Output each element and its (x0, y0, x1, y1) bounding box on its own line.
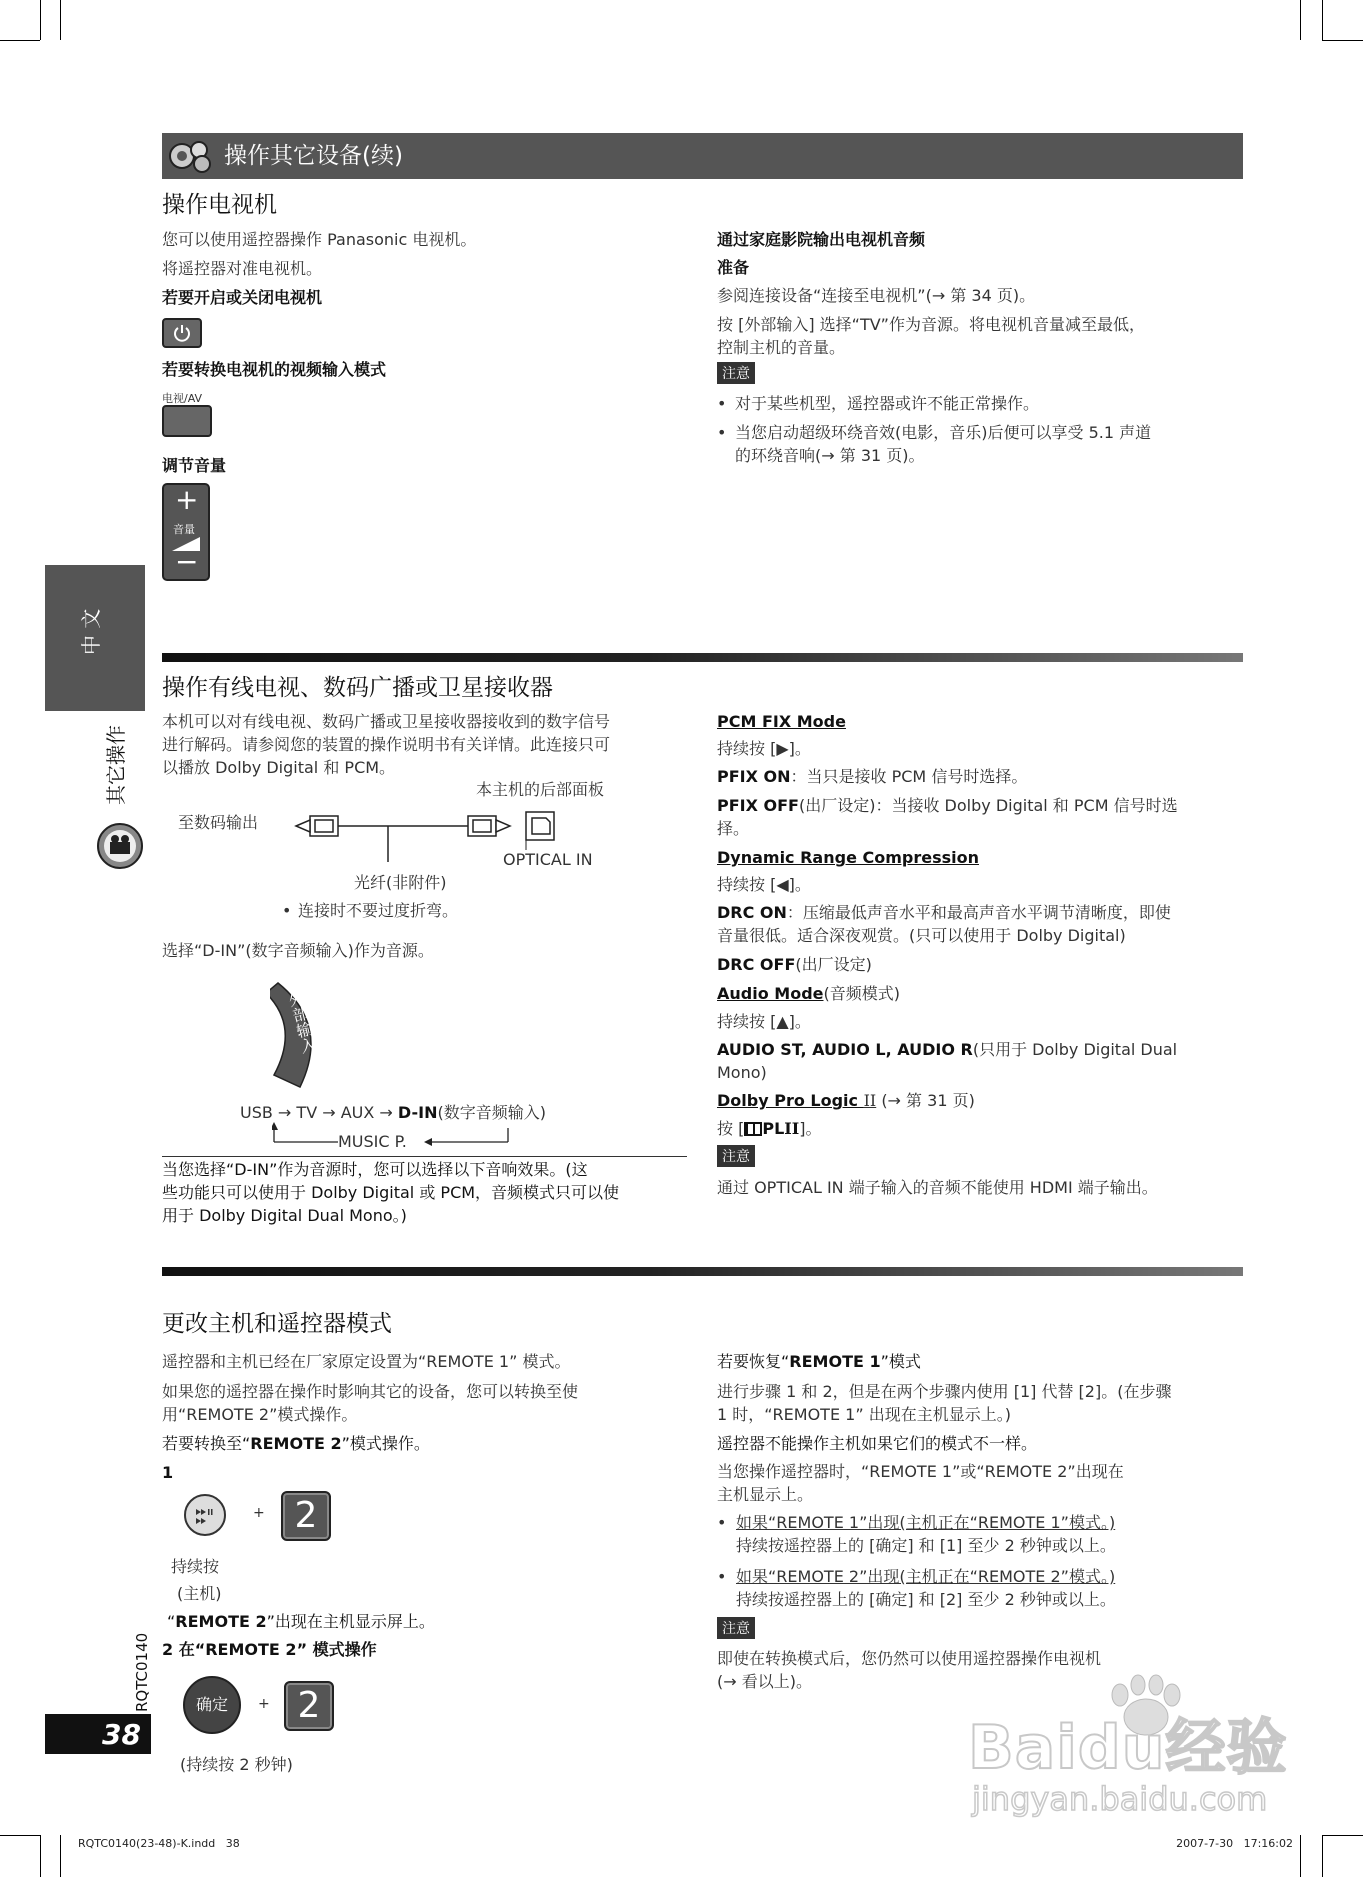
crop-mark (60, 1835, 61, 1877)
file-name: RQTC0140(23-48)-K.indd 38 (78, 1837, 240, 1850)
step-2-a: 2 在“ (162, 1640, 206, 1659)
sidetab-section: 其它操作 (104, 725, 128, 805)
volume-up-icon: + (175, 483, 199, 516)
plus-sign: + (253, 1505, 265, 1521)
knob-label: 外部输入 (284, 988, 319, 1056)
note-badge: 注意 (717, 362, 755, 384)
section-divider (162, 653, 1243, 662)
am-opts (717, 1038, 1177, 1061)
dpl-press-d: ]。 (799, 1119, 822, 1138)
am-opts-desc: (只用于 Dolby Digital Dual (972, 1040, 1178, 1059)
header-band (162, 133, 1243, 179)
dpl-press-ii: II (784, 1119, 800, 1138)
pfix-off-desc: (出厂设定)：当接收 Dolby Digital 和 PCM 信号时选 (798, 796, 1178, 815)
am-key: Audio Mode (717, 984, 824, 1003)
chain-music: MUSIC P. (338, 1132, 407, 1151)
hold-2s-label: (持续按 2 秒钟) (180, 1755, 293, 1774)
s1-h-volume: 调节音量 (162, 456, 227, 475)
s3-r-b2a: 如果“REMOTE 2”出现(主机正在“REMOTE 2”模式。) (736, 1567, 1116, 1586)
dpl-press-a: 按 [ (717, 1119, 745, 1138)
bullet-dot: • (282, 901, 292, 920)
drc-off (717, 953, 872, 976)
dolby-dd-icon (744, 1122, 762, 1136)
step-1: 1 (162, 1463, 174, 1482)
s3-r-p2a: 当您操作遥控器时，“REMOTE 1”或“REMOTE 2”出现在 (717, 1462, 1124, 1481)
crop-mark (1322, 40, 1363, 41)
key-2-button[interactable]: 2 (284, 1681, 334, 1731)
s3-r-b2b: 持续按遥控器上的 [确定] 和 [2] 至少 2 秒钟或以上。 (736, 1590, 1116, 1609)
s3-n1a: 即使在转换模式后，您仍然可以使用遥控器操作电视机 (717, 1649, 1102, 1668)
step-2 (162, 1638, 377, 1661)
drc-on-desc: ：压缩最低声音水平和最高声音水平调节清晰度，即使 (786, 903, 1171, 922)
play-pause-skip-icon (186, 1496, 224, 1534)
crop-mark (0, 1835, 40, 1836)
crop-mark (0, 40, 40, 41)
dpl-press (717, 1117, 821, 1140)
diag-fiber: 光纤(非附件) (354, 873, 447, 892)
power-icon (164, 320, 200, 346)
volume-label: 音量 (173, 523, 195, 536)
s1-p1: 您可以使用遥控器操作 Panasonic 电视机。 (162, 230, 477, 249)
drc-on (717, 901, 1171, 924)
s3-n1b: (→ 看以上)。 (717, 1672, 812, 1691)
s3-h1 (162, 1432, 430, 1455)
drc-press: 持续按 [◀]。 (717, 875, 811, 894)
s2-n1: 通过 OPTICAL IN 端子输入的音频不能使用 HDMI 端子输出。 (717, 1178, 1158, 1197)
s1-r-p2b: 控制主机的音量。 (717, 338, 846, 357)
s2-p1a: 本机可以对有线电视、数码广播或卫星接收器接收到的数字信号 (162, 712, 611, 731)
step-2-c: ” 模式操作 (296, 1640, 377, 1659)
crop-mark (40, 1835, 41, 1877)
chain-sources: USB → TV → AUX → (240, 1103, 398, 1122)
play-pause-button[interactable] (184, 1494, 226, 1536)
s3-r-b1b: 持续按遥控器上的 [确定] 和 [1] 至少 2 秒钟或以上。 (736, 1536, 1116, 1555)
s1-h-input: 若要转换电视机的视频输入模式 (162, 360, 387, 379)
bullet-dot: • (717, 394, 727, 413)
bullet-dot: • (717, 423, 727, 442)
drc-off-desc: (出厂设定) (795, 955, 872, 974)
page-title: 操作其它设备(续) (224, 143, 403, 169)
s3-r-h1 (717, 1350, 921, 1373)
s1-r-p2a: 按 [外部输入] 选择“TV”作为音源。将电视机音量减至最低， (717, 315, 1145, 334)
main-unit-label: (主机) (177, 1584, 222, 1603)
s3-h1-c: ”模式操作。 (341, 1434, 430, 1453)
power-button[interactable] (162, 318, 202, 348)
am-opts-key: AUDIO ST, AUDIO L, AUDIO R (717, 1040, 973, 1059)
s1-title: 操作电视机 (162, 192, 277, 218)
page-number-box (45, 1714, 151, 1754)
pcm-press: 持续按 [▶]。 (717, 739, 811, 758)
dpl-ii: II (863, 1091, 877, 1110)
gears-icon (168, 138, 214, 174)
s3-r-h1-a: 若要恢复“ (717, 1352, 790, 1371)
s1-h-power: 若要开启或关闭电视机 (162, 288, 323, 307)
crop-mark (1322, 1835, 1363, 1836)
projector-icon (96, 822, 144, 870)
s3-appear-b: REMOTE 2 (175, 1612, 267, 1631)
note-badge: 注意 (717, 1145, 755, 1167)
s3-appear-c: ”出现在主机显示屏上。 (266, 1612, 435, 1631)
crop-mark (1300, 0, 1301, 40)
volume-down-icon: − (175, 545, 199, 578)
crop-mark (40, 0, 41, 40)
s1-r-h1: 通过家庭影院输出电视机音频 (717, 230, 926, 249)
bullet-dot: • (717, 1513, 727, 1532)
chain-din-desc: (数字音频输入) (437, 1103, 546, 1122)
s1-n2b: 的环绕音响(→ 第 31 页)。 (735, 446, 925, 465)
source-chain (240, 1101, 546, 1124)
s1-r-h2: 准备 (717, 258, 750, 277)
s2-bottom-b: 些功能只可以使用于 Dolby Digital 或 PCM，音频模式只可以使 (162, 1183, 620, 1202)
s3-r-b1a: 如果“REMOTE 1”出现(主机正在“REMOTE 1”模式。) (736, 1513, 1116, 1532)
am-desc: (音频模式) (823, 984, 900, 1003)
s3-appear (167, 1610, 435, 1633)
volume-rocker[interactable] (162, 483, 210, 581)
am-opts-2: Mono) (717, 1063, 767, 1082)
chain-din: D-IN (397, 1103, 438, 1122)
bullet-dot: • (717, 1567, 727, 1586)
watermark-main: Baidu经验 (968, 1713, 1288, 1783)
s1-p2: 将遥控器对准电视机。 (162, 259, 323, 278)
s3-p2a: 如果您的遥控器在操作时影响其它的设备，您可以转换至使 (162, 1382, 579, 1401)
doc-code: RQTC0140 (133, 1632, 151, 1712)
watermark-sub: jingyan.baidu.com (972, 1780, 1268, 1818)
s3-appear-a: “ (167, 1612, 176, 1631)
s2-select: 选择“D-IN”(数字音频输入)作为音源。 (162, 941, 434, 960)
s3-r-p1b: 1 时，“REMOTE 1” 出现在主机显示上。) (717, 1405, 1011, 1424)
drc-on-key: DRC ON (717, 903, 787, 922)
pfix-off (717, 794, 1178, 817)
dpl-heading (717, 1089, 975, 1112)
s3-r-h1-c: ”模式 (880, 1352, 921, 1371)
s2-title: 操作有线电视、数码广播或卫星接收器 (162, 675, 553, 701)
crop-mark (1322, 1835, 1323, 1877)
diag-digital-out: 至数码输出 (178, 813, 259, 832)
pfix-on (717, 765, 1027, 788)
plus-sign: + (258, 1696, 270, 1712)
s3-h1-b: REMOTE 2 (250, 1434, 342, 1453)
page-number: 38 (102, 1718, 141, 1751)
section-divider (162, 1267, 1243, 1276)
pfix-on-key: PFIX ON (717, 767, 791, 786)
s3-r-p1a: 进行步骤 1 和 2，但是在两个步骤内使用 [1] 代替 [2]。(在步骤 (717, 1382, 1172, 1401)
drc-off-key: DRC OFF (717, 955, 796, 974)
s2-bullet1: 连接时不要过度折弯。 (298, 901, 459, 920)
diag-optical-in: OPTICAL IN (503, 850, 593, 869)
note-badge: 注意 (717, 1617, 755, 1639)
print-date: 2007-7-30 17:16:02 (1176, 1837, 1293, 1850)
s1-r-p1: 参阅连接设备“连接至电视机”(→ 第 34 页)。 (717, 286, 1036, 305)
tvav-label: 电视/AV (162, 392, 203, 405)
drc-on-2: 音量很低。适合深夜观赏。(只可以使用于 Dolby Digital) (717, 926, 1126, 945)
step-2-b: REMOTE 2 (205, 1640, 297, 1659)
pfix-on-desc: ：当只是接收 PCM 信号时选择。 (790, 767, 1028, 786)
diag-rear-panel: 本主机的后部面板 (476, 780, 605, 799)
s3-r-h1-b: REMOTE 1 (789, 1352, 881, 1371)
rule (162, 1156, 687, 1157)
drc-heading: Dynamic Range Compression (717, 848, 980, 867)
pcm-heading: PCM FIX Mode (717, 712, 846, 731)
sidetab-lang: 中 文 (45, 565, 145, 711)
s3-h1-a: 若要转换至“ (162, 1434, 251, 1453)
s3-p1: 遥控器和主机已经在厂家原定设置为“REMOTE 1” 模式。 (162, 1352, 571, 1371)
key-2-button[interactable]: 2 (281, 1491, 331, 1541)
dpl-press-pl: PL (762, 1119, 785, 1138)
s2-p1b: 进行解码。请参阅您的装置的操作说明书有关详情。此连接只可 (162, 735, 611, 754)
tvav-button[interactable] (162, 405, 212, 437)
dpl-ref: (→ 第 31 页) (881, 1091, 975, 1110)
ok-button[interactable]: 确定 (183, 1676, 241, 1734)
dpl-key: Dolby Pro Logic (717, 1091, 864, 1110)
s2-p1c: 以播放 Dolby Digital 和 PCM。 (162, 758, 396, 777)
crop-mark (1322, 0, 1323, 40)
hold-label: 持续按 (171, 1557, 220, 1576)
s3-r-p2b: 主机显示上。 (717, 1485, 814, 1504)
pfix-off-2: 择。 (717, 819, 750, 838)
am-heading (717, 982, 900, 1005)
crop-mark (1300, 1835, 1301, 1877)
s3-title: 更改主机和遥控器模式 (162, 1311, 392, 1337)
s1-n1: 对于某些机型，遥控器或许不能正常操作。 (735, 394, 1040, 413)
crop-mark (60, 0, 61, 40)
s2-bottom-a: 当您选择“D-IN”作为音源时，您可以选择以下音响效果。(这 (162, 1160, 588, 1179)
s2-bottom-c: 用于 Dolby Digital Dual Mono。) (162, 1206, 407, 1225)
am-press: 持续按 [▲]。 (717, 1012, 811, 1031)
pfix-off-key: PFIX OFF (717, 796, 799, 815)
s3-p2b: 用“REMOTE 2”模式操作。 (162, 1405, 358, 1424)
s1-n2a: 当您启动超级环绕音效(电影，音乐)后便可以享受 5.1 声道 (735, 423, 1152, 442)
s3-r-h2: 遥控器不能操作主机如果它们的模式不一样。 (717, 1434, 1038, 1453)
